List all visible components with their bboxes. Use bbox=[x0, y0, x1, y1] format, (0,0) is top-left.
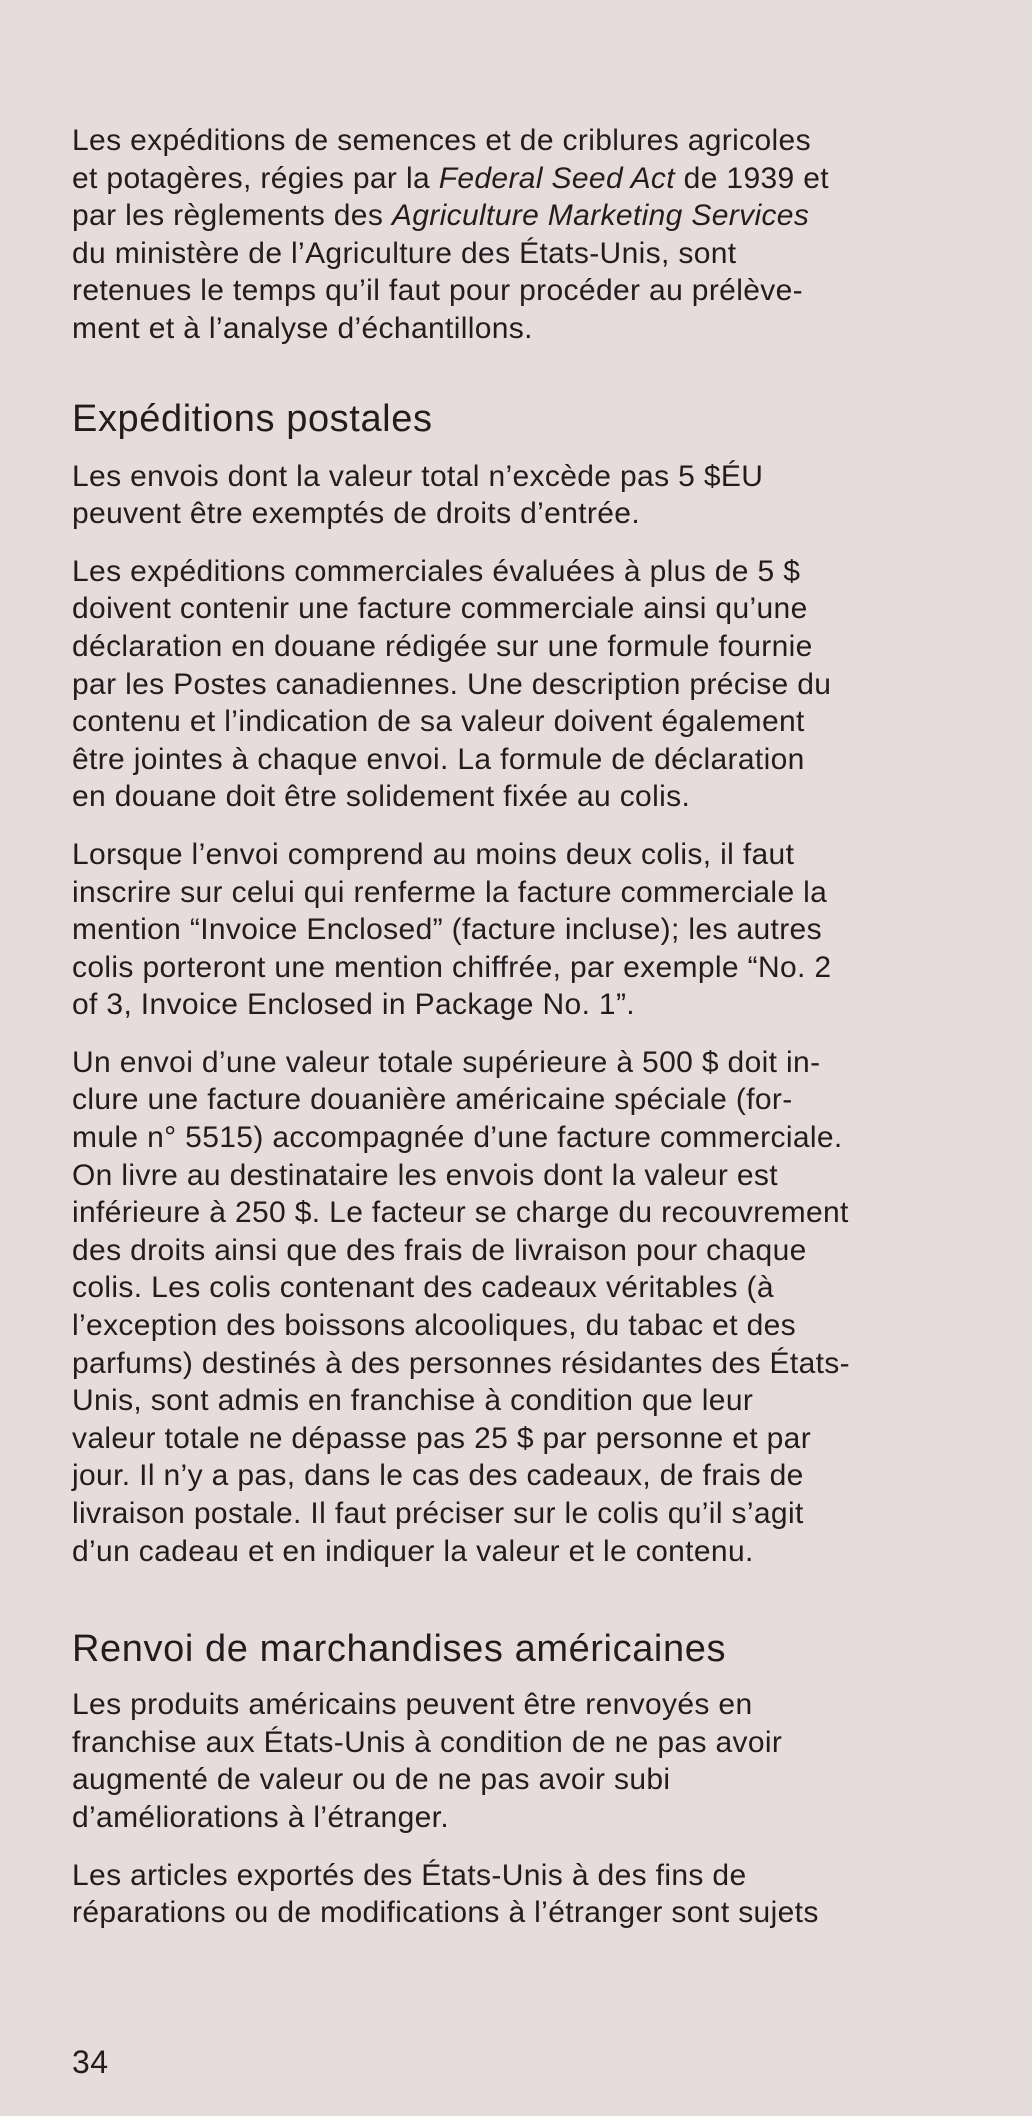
text-line: augmenté de valeur ou de ne pas avoir subi bbox=[72, 1763, 671, 1797]
text-line: du ministère de l’Agriculture des États-Unis, sont bbox=[72, 236, 737, 270]
text-line bbox=[72, 197, 997, 235]
text-fragment: et potagères, régies par la bbox=[72, 161, 439, 195]
text-line: colis porteront une mention chiffrée, par exemple “No. 2 bbox=[72, 950, 832, 984]
text-line: Un envoi d’une valeur totale supérieure à 500 $ doit in- bbox=[72, 1045, 821, 1079]
text-line: mule n° 5515) accompagnée d’une facture commerciale. bbox=[72, 1121, 843, 1155]
text-line: jour. Il n’y a pas, dans le cas des cadeaux, de frais de bbox=[72, 1459, 804, 1493]
text-line: Unis, sont admis en franchise à condition que leur bbox=[72, 1384, 754, 1418]
text-line: en douane doit être solidement fixée au colis. bbox=[72, 780, 691, 814]
service-name: Agriculture Marketing Services bbox=[391, 199, 810, 233]
text-line: parfums) destinés à des personnes résidantes des États- bbox=[72, 1346, 850, 1380]
text-line: Les expéditions de semences et de criblures agricoles bbox=[72, 124, 811, 157]
text-fragment: de 1939 et bbox=[674, 161, 829, 195]
text-line: Les envois dont la valeur total n’excède pas 5 $ÉU bbox=[72, 459, 764, 493]
text-line: Les produits américains peuvent être renvoyés en bbox=[72, 1688, 753, 1722]
text-line: doivent contenir une facture commerciale ainsi qu’une bbox=[72, 592, 808, 626]
text-line: Les articles exportés des États-Unis à des fins de bbox=[72, 1858, 747, 1892]
text-line: livraison postale. Il faut préciser sur le colis qu’il s’agit bbox=[72, 1497, 804, 1530]
text-line: valeur totale ne dépasse pas 25 $ par personne et par bbox=[72, 1421, 812, 1455]
text-line: clure une facture douanière américaine spéciale (for- bbox=[72, 1083, 793, 1117]
text-line: par les Postes canadiennes. Une description précise du bbox=[72, 667, 832, 701]
text-line bbox=[72, 160, 997, 198]
postal-paragraph-4 bbox=[72, 1044, 997, 1570]
text-line: peuvent être exemptés de droits d’entrée. bbox=[72, 497, 641, 531]
text-line: mention “Invoice Enclosed” (facture incluse); les autres bbox=[72, 913, 822, 947]
text-line: des droits ainsi que des frais de livraison pour chaque bbox=[72, 1233, 807, 1267]
text-line: On livre au destinataire les envois dont la valeur est bbox=[72, 1158, 778, 1192]
act-name: Federal Seed Act bbox=[438, 161, 675, 195]
page-content bbox=[72, 122, 997, 1952]
text-line: colis. Les colis contenant des cadeaux véritables (à bbox=[72, 1271, 774, 1305]
return-paragraph-2 bbox=[72, 1857, 997, 1932]
text-line: Les expéditions commerciales évaluées à plus de 5 $ bbox=[72, 554, 801, 588]
page-number: 34 bbox=[72, 2044, 109, 2080]
text-line: l’exception des boissons alcooliques, du tabac et des bbox=[72, 1309, 797, 1343]
section-heading-postal: Expéditions postales bbox=[72, 397, 433, 440]
text-line: of 3, Invoice Enclosed in Package No. 1”. bbox=[72, 988, 635, 1022]
intro-paragraph bbox=[72, 122, 997, 348]
section-heading-return-goods: Renvoi de marchandises américaines bbox=[72, 1628, 727, 1671]
text-line: contenu et l’indication de sa valeur doivent également bbox=[72, 705, 805, 739]
text-line: Lorsque l’envoi comprend au moins deux colis, il faut bbox=[72, 837, 795, 871]
text-line: inscrire sur celui qui renferme la facture commerciale la bbox=[72, 875, 828, 909]
text-line: inférieure à 250 $. Le facteur se charge du recouvrement bbox=[72, 1196, 849, 1230]
text-line: être jointes à chaque envoi. La formule de déclaration bbox=[72, 742, 805, 776]
text-fragment: par les règlements des bbox=[72, 199, 392, 233]
text-line: déclaration en douane rédigée sur une formule fournie bbox=[72, 629, 813, 663]
return-paragraph-1 bbox=[72, 1686, 997, 1836]
text-line: retenues le temps qu’il faut pour procéder au prélève- bbox=[72, 274, 803, 308]
text-line: franchise aux États-Unis à condition de ne pas avoir bbox=[72, 1725, 783, 1759]
postal-paragraph-3 bbox=[72, 836, 997, 1024]
text-line: ment et à l’analyse d’échantillons. bbox=[72, 311, 533, 345]
postal-paragraph-1 bbox=[72, 458, 997, 533]
postal-paragraph-2 bbox=[72, 553, 997, 816]
text-line: d’un cadeau et en indiquer la valeur et le contenu. bbox=[72, 1534, 754, 1568]
text-line: réparations ou de modifications à l’étranger sont sujets bbox=[72, 1896, 819, 1930]
text-line: d’améliorations à l’étranger. bbox=[72, 1800, 450, 1834]
